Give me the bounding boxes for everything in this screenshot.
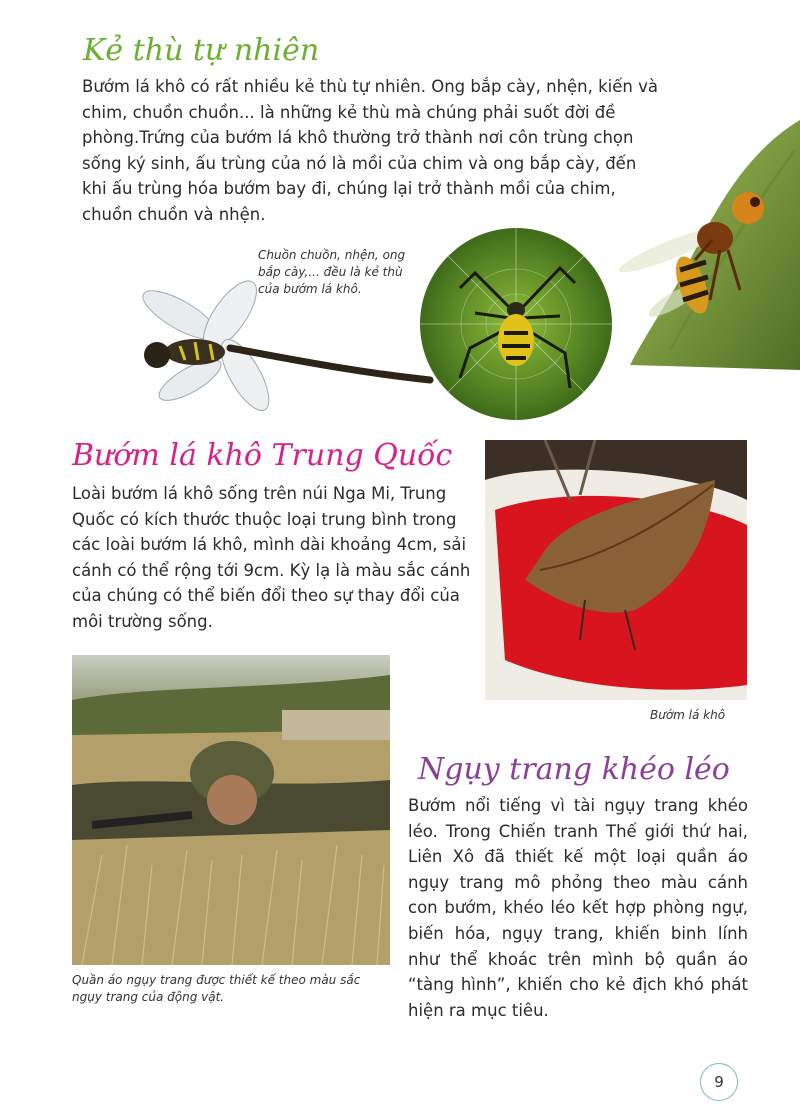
wasp-illustration: [600, 90, 800, 370]
caption-leaf-butterfly: Bướm lá khô: [650, 708, 726, 722]
section-title-natural-enemies: Kẻ thù tự nhiên: [83, 33, 320, 68]
paragraph-camouflage: Bướm nổi tiếng vì tài ngụy trang khéo léo. Trong Chiến tranh Thế giới thứ hai, Liên Xô đã thiết kế một loại quần áo ngụy trang mô phỏng theo màu cánh con bướm, khéo léo kết hợp phòng ngự, biến hóa, ngụy trang, khiến binh lính như thể khoác trên mình bộ quần áo “tàng hình”, khiến cho kẻ địch khó phát hiện ra mục tiêu.: [408, 796, 748, 1020]
spider-photo: [420, 228, 612, 420]
dragonfly-illustration: [135, 280, 435, 420]
leaf-butterfly-photo: [485, 440, 747, 700]
caption-soldier: Quần áo ngụy trang được thiết kế theo màu sắc ngụy trang của động vật.: [72, 973, 361, 1004]
paragraph-natural-enemies: Bướm lá khô có rất nhiều kẻ thù tự nhiên. Ong bắp cày, nhện, kiến và chim, chuồn chuồn... là những kẻ thù mà chúng phải suốt đời đề phòng.Trứng của bướm lá khô thường trở thành nơi côn trùng chọn sống ký sinh, ấu trùng của nó là mồi của chim và ong bắp cày, đến khi ấu trùng hóa bướm bay đi, chúng lại trở thành mồi của chim, chuồn chuồn và nhện.: [82, 77, 658, 224]
section-title-camouflage: Ngụy trang khéo léo: [418, 752, 730, 787]
soldier-camouflage-photo: [72, 655, 390, 965]
paragraph-chinese-butterfly: Loài bướm lá khô sống trên núi Nga Mi, Trung Quốc có kích thước thuộc loại trung bình trong các loài bướm lá khô, mình dài khoảng 4cm, sải cánh có thể rộng tới 9cm. Kỳ lạ là màu sắc cánh của chúng có thể biến đổi theo sự thay đổi của môi trường sống.: [72, 484, 471, 631]
section-title-chinese-butterfly: Bướm lá khô Trung Quốc: [72, 438, 453, 473]
caption-predators: Chuồn chuồn, nhện, ong bắp cày,... đều là kẻ thù của bướm lá khô.: [258, 248, 406, 296]
page-number: 9: [700, 1063, 738, 1101]
